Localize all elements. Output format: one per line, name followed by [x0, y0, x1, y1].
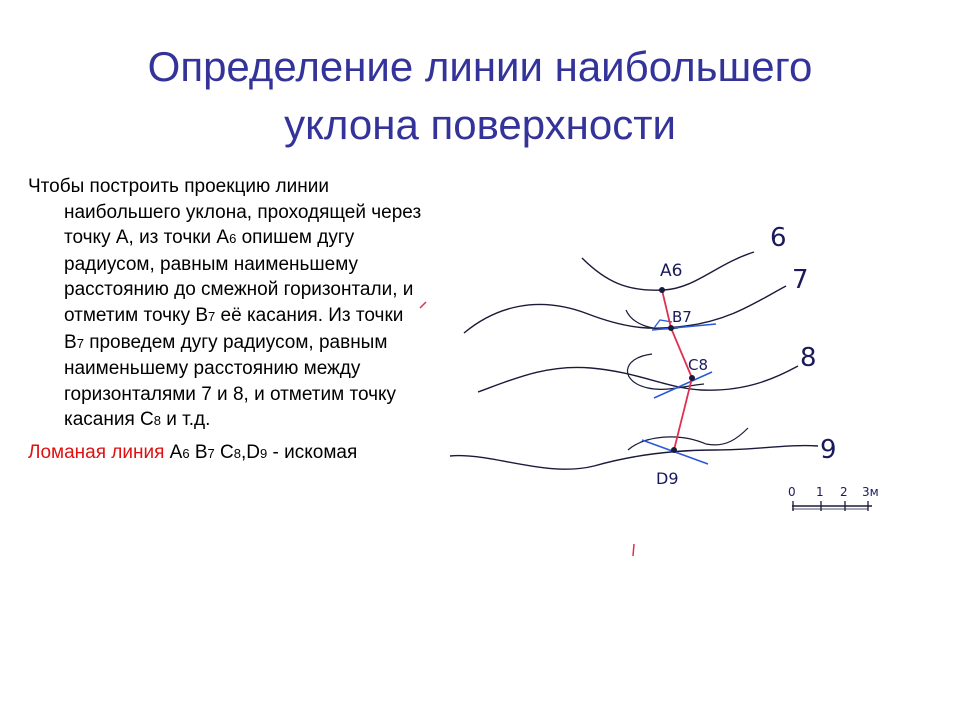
point-c-dot: [689, 375, 695, 381]
contour-line-7: [464, 286, 786, 333]
paragraph-instructions: [28, 174, 428, 434]
para2-tail: - искомая: [267, 441, 358, 463]
para2-sub-d: 9: [260, 445, 268, 461]
para2-a: А: [164, 441, 183, 463]
scale-label-2: 2: [840, 485, 848, 499]
slide-title: [40, 38, 920, 154]
point-label-d: D9: [656, 469, 679, 488]
tangent-c: [654, 372, 712, 398]
contour-drawing: [416, 182, 926, 574]
scale-label-0: 0: [788, 485, 796, 499]
para1-part3: её касания. Из точки В: [64, 304, 404, 353]
para1-part4: проведем дугу радиусом, равным наименьшему расстоянию между горизонталями 7 и 8, и отметим точку касания С: [64, 331, 397, 431]
para1-sub-a: 6: [229, 231, 237, 247]
title-line-1: Определение линии наибольшего: [147, 43, 813, 90]
para2-sub-a: 6: [182, 445, 190, 461]
contour-label-7: 7: [792, 265, 809, 295]
para2-b: В: [189, 441, 208, 463]
arc-from-c: [628, 428, 748, 450]
para2-d: ,D: [241, 441, 260, 463]
contour-line-8: [478, 366, 798, 392]
title-line-2: уклона поверхности: [284, 101, 676, 148]
point-label-a: A6: [660, 261, 683, 281]
scale-label-3: 3м: [862, 485, 879, 499]
point-d-dot: [671, 447, 677, 453]
contour-label-8: 8: [800, 343, 817, 373]
para1-part2: опишем дугу радиусом, равным наименьшему расстоянию до смежной горизонтали, и отметим точку В: [64, 227, 414, 326]
contour-label-9: 9: [820, 435, 837, 465]
para1-part1: Чтобы построить проекцию линии наибольшего уклона, проходящей через точку А, из точки А: [28, 176, 422, 249]
stray-mark-bottom: [633, 544, 634, 556]
body-text: [28, 174, 428, 467]
para1-sub-c: 8: [153, 413, 161, 429]
contour-line-9: [450, 446, 818, 470]
para2-sub-c: 8: [233, 445, 241, 461]
point-label-c: C8: [688, 356, 709, 374]
para1-part5: и т.д.: [161, 409, 211, 431]
stray-mark-left: [420, 302, 426, 308]
point-a-dot: [659, 287, 665, 293]
para1-sub-b2: 7: [76, 335, 84, 351]
para2-red-text: Ломаная линия: [28, 441, 165, 463]
paragraph-conclusion: [28, 440, 428, 467]
contour-label-6: 6: [770, 223, 787, 253]
para2-sub-b: 7: [207, 445, 215, 461]
scale-label-1: 1: [816, 485, 824, 499]
para1-sub-b1: 7: [208, 308, 216, 324]
para2-c: С: [214, 441, 234, 463]
point-label-b: B7: [672, 308, 692, 326]
